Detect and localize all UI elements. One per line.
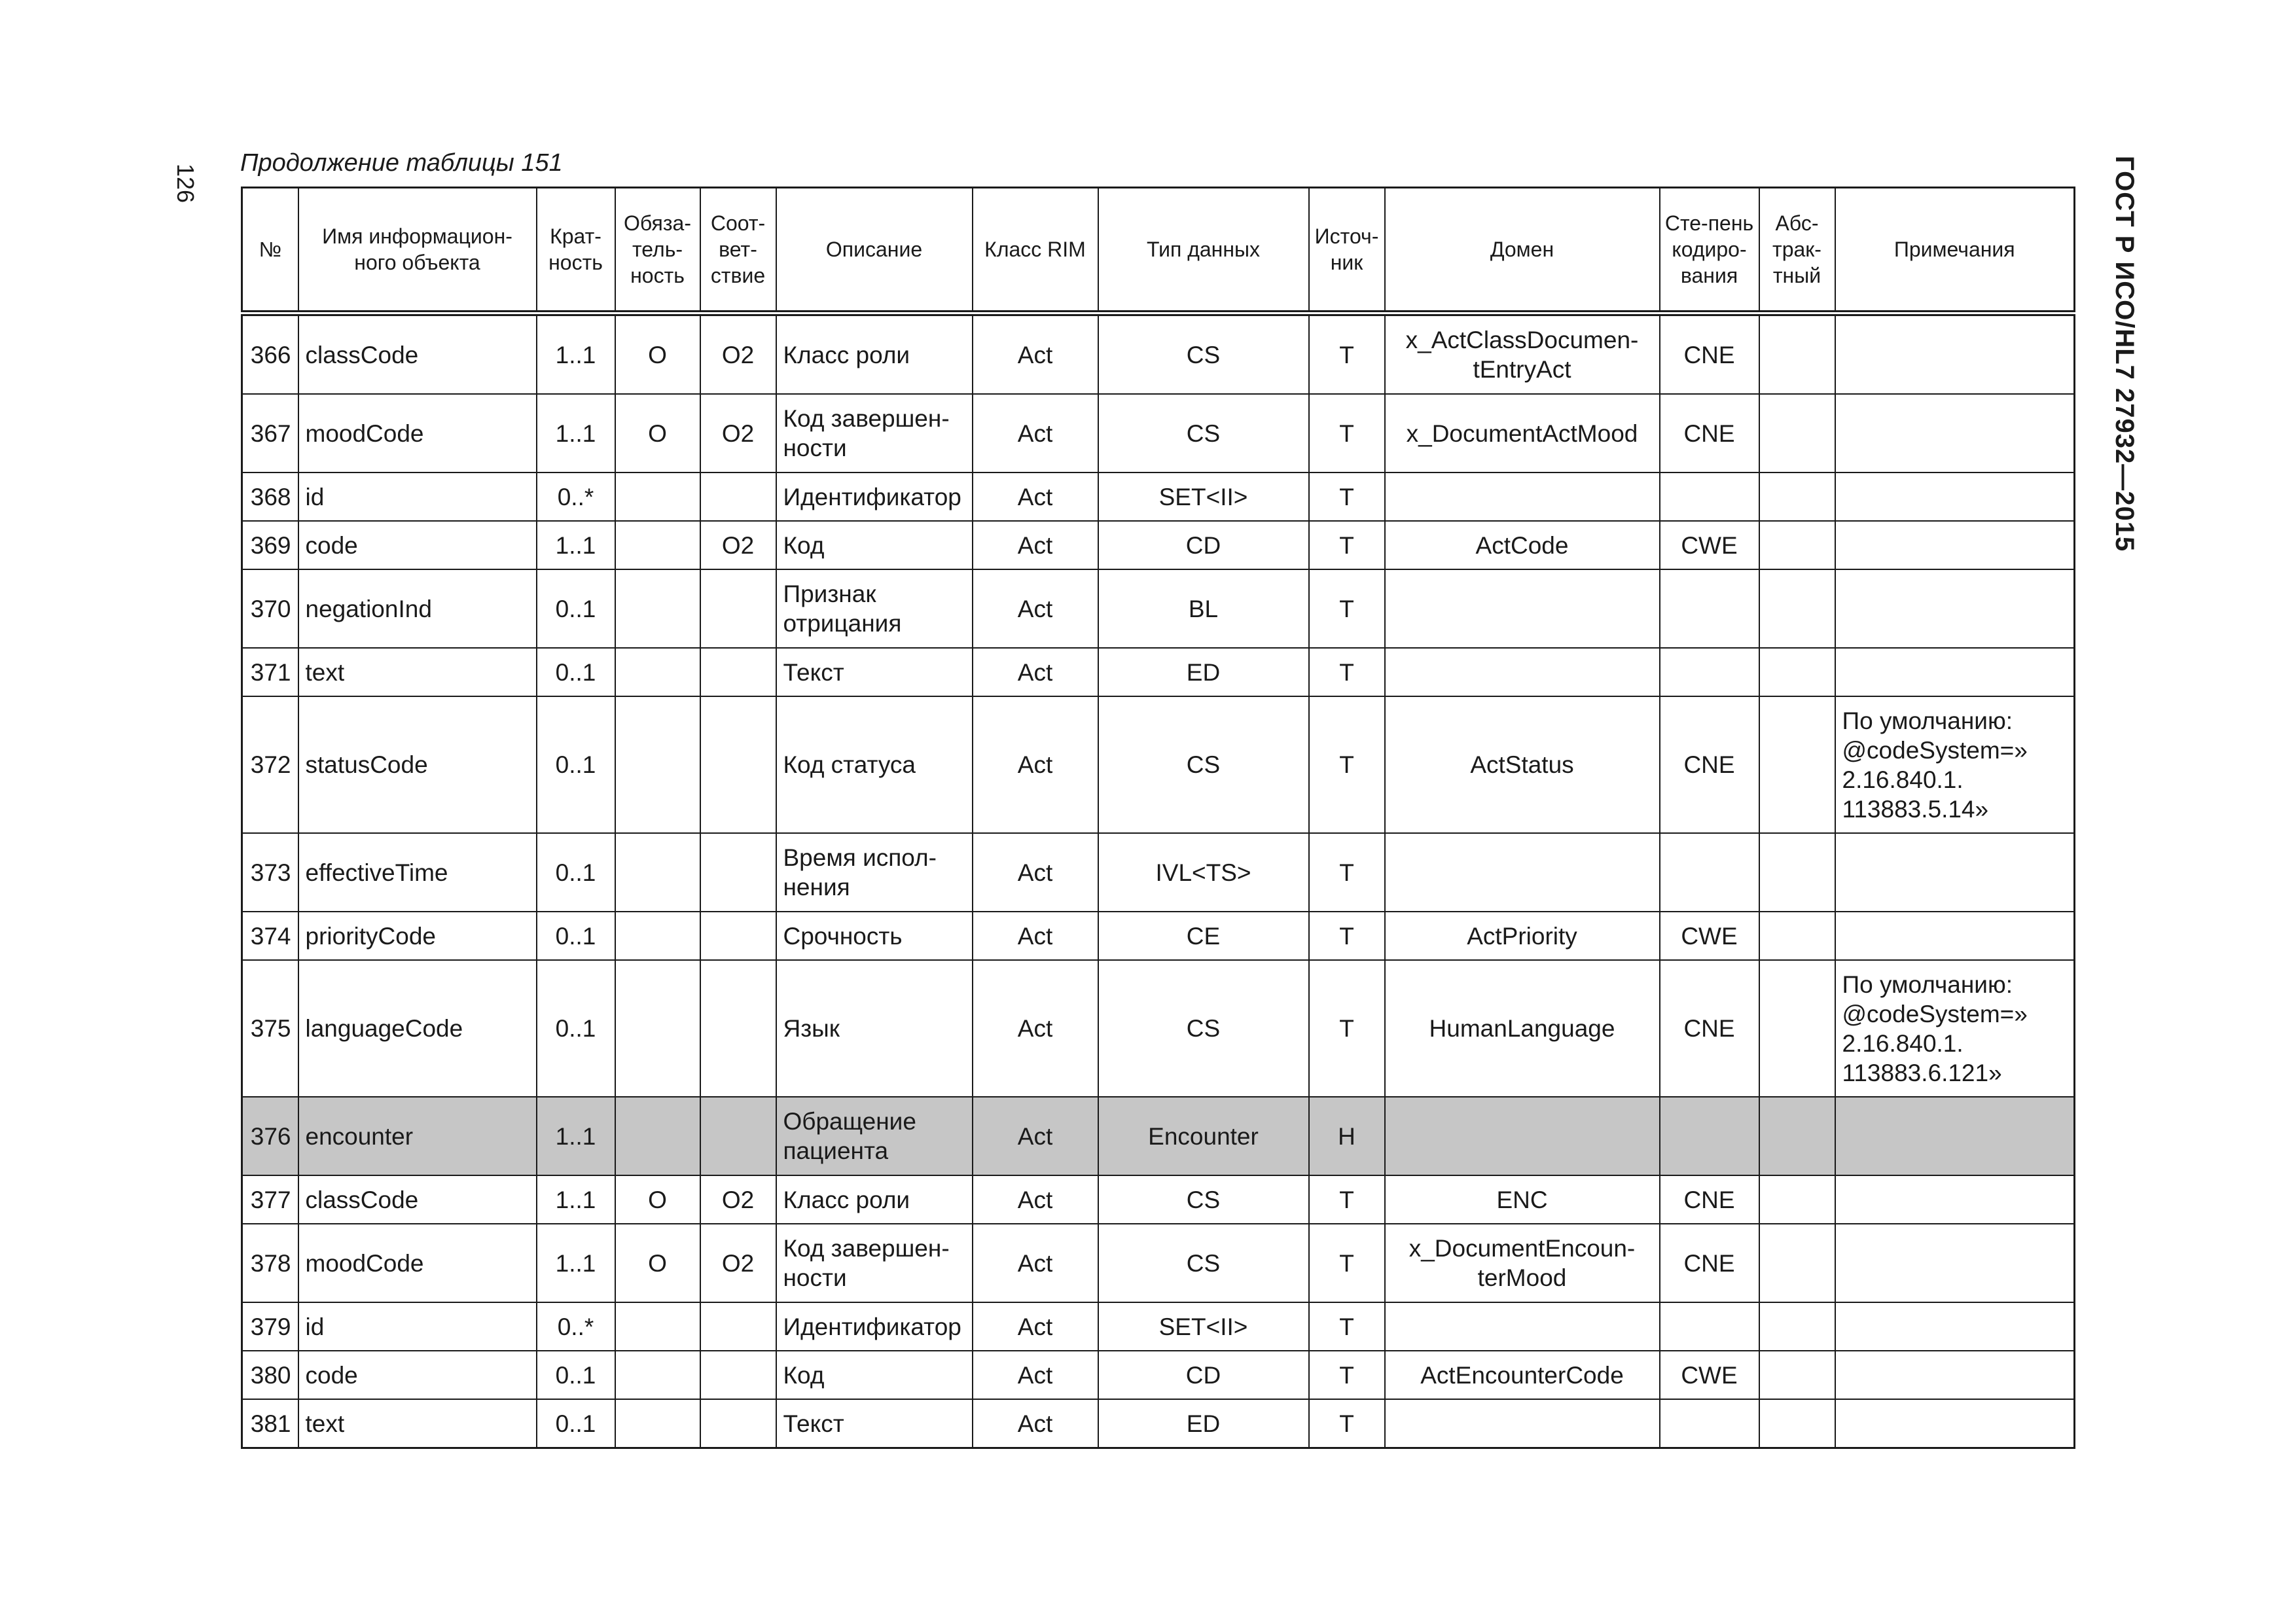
cell-mandatory: [615, 696, 700, 833]
cell-name: id: [298, 1302, 537, 1351]
cell-conformance: [700, 648, 776, 696]
cell-coding-strength: CNE: [1660, 1175, 1759, 1224]
cell-data-type: CS: [1098, 1224, 1309, 1302]
cell-cardinality: 0..*: [537, 473, 615, 521]
cell-description: Признак отрицания: [776, 569, 973, 648]
cell-abstract: [1759, 960, 1835, 1097]
cell-description: Класс роли: [776, 313, 973, 395]
cell-coding-strength: [1660, 648, 1759, 696]
cell-mandatory: O: [615, 1175, 700, 1224]
cell-mandatory: [615, 1351, 700, 1399]
table-row: [242, 1351, 2075, 1399]
header-name: Имя информацион-ного объекта: [298, 188, 537, 313]
cell-domain: ENC: [1385, 1175, 1660, 1224]
header-domain: Домен: [1385, 188, 1660, 313]
cell-mandatory: [615, 521, 700, 569]
header-source: Источ-ник: [1309, 188, 1385, 313]
cell-rim-class: Act: [973, 912, 1098, 960]
cell-conformance: [700, 1097, 776, 1175]
cell-source: T: [1309, 569, 1385, 648]
cell-data-type: CS: [1098, 394, 1309, 473]
cell-coding-strength: CWE: [1660, 521, 1759, 569]
header-data-type: Тип данных: [1098, 188, 1309, 313]
cell-cardinality: 0..1: [537, 960, 615, 1097]
cell-abstract: [1759, 1175, 1835, 1224]
cell-source: T: [1309, 521, 1385, 569]
cell-cardinality: 0..1: [537, 696, 615, 833]
cell-notes: [1835, 1399, 2075, 1448]
cell-description: Идентификатор: [776, 473, 973, 521]
cell-domain: [1385, 569, 1660, 648]
cell-num: 371: [242, 648, 298, 696]
cell-notes: [1835, 1175, 2075, 1224]
cell-data-type: IVL<TS>: [1098, 833, 1309, 912]
cell-description: Срочность: [776, 912, 973, 960]
cell-data-type: SET<II>: [1098, 473, 1309, 521]
table-row: [242, 1302, 2075, 1351]
cell-abstract: [1759, 473, 1835, 521]
cell-num: 373: [242, 833, 298, 912]
cell-name: moodCode: [298, 1224, 537, 1302]
cell-abstract: [1759, 696, 1835, 833]
cell-mandatory: O: [615, 394, 700, 473]
header-rim-class: Класс RIM: [973, 188, 1098, 313]
cell-coding-strength: CWE: [1660, 912, 1759, 960]
table-row: [242, 833, 2075, 912]
cell-source: T: [1309, 912, 1385, 960]
cell-abstract: [1759, 648, 1835, 696]
cell-coding-strength: CNE: [1660, 960, 1759, 1097]
table-row: [242, 696, 2075, 833]
cell-coding-strength: CNE: [1660, 313, 1759, 395]
table-caption: Продолжение таблицы 151: [240, 149, 563, 177]
cell-num: 377: [242, 1175, 298, 1224]
cell-domain: [1385, 1399, 1660, 1448]
cell-data-type: CS: [1098, 1175, 1309, 1224]
cell-conformance: O2: [700, 394, 776, 473]
cell-name: negationInd: [298, 569, 537, 648]
cell-name: text: [298, 648, 537, 696]
cell-cardinality: 0..1: [537, 833, 615, 912]
cell-description: Текст: [776, 1399, 973, 1448]
header-coding-strength: Сте-пень кодиро-вания: [1660, 188, 1759, 313]
cell-conformance: [700, 1351, 776, 1399]
cell-data-type: CS: [1098, 313, 1309, 395]
cell-description: Класс роли: [776, 1175, 973, 1224]
cell-mandatory: [615, 960, 700, 1097]
cell-description: Код завершен-ности: [776, 1224, 973, 1302]
cell-coding-strength: [1660, 473, 1759, 521]
cell-num: 369: [242, 521, 298, 569]
cell-description: Обращение пациента: [776, 1097, 973, 1175]
cell-source: T: [1309, 1302, 1385, 1351]
cell-description: Код: [776, 521, 973, 569]
cell-mandatory: [615, 1399, 700, 1448]
cell-abstract: [1759, 569, 1835, 648]
document-code: ГОСТ Р ИСО/HL7 27932—2015: [2110, 156, 2139, 552]
cell-data-type: Encounter: [1098, 1097, 1309, 1175]
cell-notes: [1835, 521, 2075, 569]
cell-domain: x_DocumentEncoun-terMood: [1385, 1224, 1660, 1302]
cell-rim-class: Act: [973, 960, 1098, 1097]
cell-abstract: [1759, 912, 1835, 960]
cell-source: T: [1309, 1224, 1385, 1302]
cell-conformance: [700, 473, 776, 521]
cell-conformance: O2: [700, 313, 776, 395]
cell-rim-class: Act: [973, 394, 1098, 473]
cell-abstract: [1759, 833, 1835, 912]
cell-source: T: [1309, 648, 1385, 696]
cell-name: moodCode: [298, 394, 537, 473]
cell-description: Код: [776, 1351, 973, 1399]
data-table: [241, 187, 2075, 1449]
cell-rim-class: Act: [973, 648, 1098, 696]
cell-domain: ActCode: [1385, 521, 1660, 569]
table-row: [242, 521, 2075, 569]
cell-notes: [1835, 648, 2075, 696]
cell-name: encounter: [298, 1097, 537, 1175]
cell-rim-class: Act: [973, 473, 1098, 521]
cell-domain: ActPriority: [1385, 912, 1660, 960]
cell-source: H: [1309, 1097, 1385, 1175]
cell-cardinality: 0..*: [537, 1302, 615, 1351]
table-row: [242, 1399, 2075, 1448]
cell-rim-class: Act: [973, 569, 1098, 648]
cell-conformance: O2: [700, 521, 776, 569]
cell-coding-strength: CNE: [1660, 394, 1759, 473]
cell-data-type: CD: [1098, 521, 1309, 569]
table-row: [242, 569, 2075, 648]
cell-mandatory: [615, 833, 700, 912]
cell-rim-class: Act: [973, 696, 1098, 833]
cell-domain: [1385, 1302, 1660, 1351]
cell-abstract: [1759, 1399, 1835, 1448]
cell-rim-class: Act: [973, 1097, 1098, 1175]
cell-cardinality: 0..1: [537, 912, 615, 960]
cell-cardinality: 1..1: [537, 1224, 615, 1302]
cell-num: 379: [242, 1302, 298, 1351]
cell-conformance: [700, 569, 776, 648]
cell-data-type: CS: [1098, 696, 1309, 833]
table-row: [242, 1224, 2075, 1302]
cell-data-type: CD: [1098, 1351, 1309, 1399]
cell-description: Текст: [776, 648, 973, 696]
cell-abstract: [1759, 1351, 1835, 1399]
table-row: [242, 648, 2075, 696]
cell-name: languageCode: [298, 960, 537, 1097]
cell-num: 374: [242, 912, 298, 960]
cell-abstract: [1759, 1224, 1835, 1302]
cell-domain: HumanLanguage: [1385, 960, 1660, 1097]
cell-domain: x_DocumentActMood: [1385, 394, 1660, 473]
cell-num: 370: [242, 569, 298, 648]
cell-cardinality: 1..1: [537, 394, 615, 473]
cell-mandatory: [615, 473, 700, 521]
cell-domain: ActStatus: [1385, 696, 1660, 833]
cell-source: T: [1309, 696, 1385, 833]
cell-cardinality: 1..1: [537, 1097, 615, 1175]
cell-cardinality: 1..1: [537, 313, 615, 395]
cell-num: 368: [242, 473, 298, 521]
cell-data-type: CE: [1098, 912, 1309, 960]
cell-abstract: [1759, 521, 1835, 569]
cell-rim-class: Act: [973, 1351, 1098, 1399]
cell-conformance: [700, 912, 776, 960]
cell-cardinality: 0..1: [537, 569, 615, 648]
cell-mandatory: [615, 1302, 700, 1351]
cell-domain: [1385, 833, 1660, 912]
cell-abstract: [1759, 1097, 1835, 1175]
table-row: [242, 313, 2075, 395]
cell-rim-class: Act: [973, 1224, 1098, 1302]
cell-domain: [1385, 473, 1660, 521]
cell-source: T: [1309, 960, 1385, 1097]
cell-coding-strength: CWE: [1660, 1351, 1759, 1399]
cell-num: 376: [242, 1097, 298, 1175]
cell-source: T: [1309, 1175, 1385, 1224]
cell-abstract: [1759, 313, 1835, 395]
cell-domain: ActEncounterCode: [1385, 1351, 1660, 1399]
cell-name: effectiveTime: [298, 833, 537, 912]
cell-name: statusCode: [298, 696, 537, 833]
cell-data-type: CS: [1098, 960, 1309, 1097]
cell-abstract: [1759, 1302, 1835, 1351]
cell-name: code: [298, 521, 537, 569]
cell-description: Код завершен-ности: [776, 394, 973, 473]
cell-notes: [1835, 1302, 2075, 1351]
cell-rim-class: Act: [973, 1399, 1098, 1448]
cell-notes: [1835, 394, 2075, 473]
cell-num: 367: [242, 394, 298, 473]
cell-domain: [1385, 648, 1660, 696]
cell-name: id: [298, 473, 537, 521]
cell-data-type: BL: [1098, 569, 1309, 648]
cell-mandatory: O: [615, 313, 700, 395]
table-row: [242, 394, 2075, 473]
cell-name: code: [298, 1351, 537, 1399]
table-row: [242, 1097, 2075, 1175]
cell-notes: [1835, 1351, 2075, 1399]
cell-abstract: [1759, 394, 1835, 473]
cell-data-type: ED: [1098, 1399, 1309, 1448]
header-mandatory: Обяза-тель-ность: [615, 188, 700, 313]
cell-mandatory: [615, 1097, 700, 1175]
cell-num: 372: [242, 696, 298, 833]
cell-mandatory: O: [615, 1224, 700, 1302]
cell-notes: [1835, 833, 2075, 912]
cell-rim-class: Act: [973, 521, 1098, 569]
cell-notes: По умолчанию: @codeSystem=» 2.16.840.1. 113883.5.14»: [1835, 696, 2075, 833]
header-abstract: Абс-трак-тный: [1759, 188, 1835, 313]
cell-data-type: SET<II>: [1098, 1302, 1309, 1351]
cell-source: T: [1309, 394, 1385, 473]
cell-conformance: [700, 1302, 776, 1351]
cell-conformance: O2: [700, 1224, 776, 1302]
cell-num: 375: [242, 960, 298, 1097]
cell-cardinality: 1..1: [537, 1175, 615, 1224]
cell-data-type: ED: [1098, 648, 1309, 696]
table-row: [242, 912, 2075, 960]
cell-conformance: [700, 960, 776, 1097]
cell-notes: [1835, 1224, 2075, 1302]
cell-conformance: [700, 1399, 776, 1448]
cell-name: priorityCode: [298, 912, 537, 960]
cell-mandatory: [615, 648, 700, 696]
cell-cardinality: 0..1: [537, 1399, 615, 1448]
cell-source: T: [1309, 313, 1385, 395]
cell-source: T: [1309, 473, 1385, 521]
cell-num: 366: [242, 313, 298, 395]
cell-description: Язык: [776, 960, 973, 1097]
cell-description: Код статуса: [776, 696, 973, 833]
cell-coding-strength: CNE: [1660, 696, 1759, 833]
cell-coding-strength: [1660, 1399, 1759, 1448]
header-notes: Примечания: [1835, 188, 2075, 313]
cell-coding-strength: [1660, 1302, 1759, 1351]
cell-rim-class: Act: [973, 1302, 1098, 1351]
header-description: Описание: [776, 188, 973, 313]
page-number: 126: [172, 164, 199, 204]
cell-domain: x_ActClassDocumen-tEntryAct: [1385, 313, 1660, 395]
cell-notes: [1835, 313, 2075, 395]
cell-name: classCode: [298, 1175, 537, 1224]
cell-cardinality: 1..1: [537, 521, 615, 569]
cell-rim-class: Act: [973, 313, 1098, 395]
cell-num: 378: [242, 1224, 298, 1302]
cell-description: Идентификатор: [776, 1302, 973, 1351]
cell-source: T: [1309, 1399, 1385, 1448]
cell-name: text: [298, 1399, 537, 1448]
header-cardinality: Крат-ность: [537, 188, 615, 313]
cell-rim-class: Act: [973, 833, 1098, 912]
cell-coding-strength: CNE: [1660, 1224, 1759, 1302]
cell-description: Время испол-нения: [776, 833, 973, 912]
cell-name: classCode: [298, 313, 537, 395]
cell-rim-class: Act: [973, 1175, 1098, 1224]
cell-notes: [1835, 473, 2075, 521]
cell-notes: По умолчанию: @codeSystem=» 2.16.840.1. 113883.6.121»: [1835, 960, 2075, 1097]
header-row: [242, 188, 2075, 313]
cell-conformance: [700, 696, 776, 833]
cell-notes: [1835, 1097, 2075, 1175]
cell-cardinality: 0..1: [537, 648, 615, 696]
table-row: [242, 1175, 2075, 1224]
cell-source: T: [1309, 1351, 1385, 1399]
cell-coding-strength: [1660, 833, 1759, 912]
cell-num: 381: [242, 1399, 298, 1448]
table-row: [242, 960, 2075, 1097]
cell-domain: [1385, 1097, 1660, 1175]
cell-mandatory: [615, 912, 700, 960]
cell-coding-strength: [1660, 1097, 1759, 1175]
cell-conformance: O2: [700, 1175, 776, 1224]
cell-coding-strength: [1660, 569, 1759, 648]
table-row: [242, 473, 2075, 521]
cell-notes: [1835, 569, 2075, 648]
cell-mandatory: [615, 569, 700, 648]
cell-cardinality: 0..1: [537, 1351, 615, 1399]
cell-conformance: [700, 833, 776, 912]
header-conformance: Соот-вет-ствие: [700, 188, 776, 313]
cell-notes: [1835, 912, 2075, 960]
header-num: №: [242, 188, 298, 313]
cell-num: 380: [242, 1351, 298, 1399]
cell-source: T: [1309, 833, 1385, 912]
